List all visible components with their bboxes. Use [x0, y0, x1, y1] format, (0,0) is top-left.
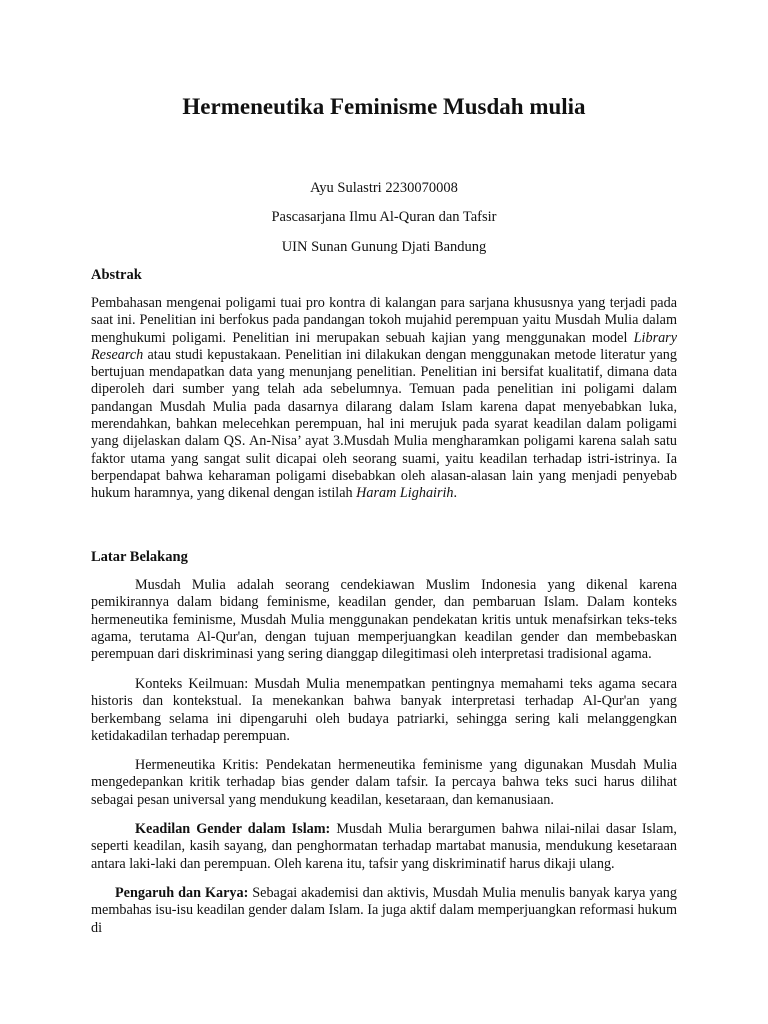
abstract-text-2: atau studi kepustakaan. Penelitian ini dilakukan dengan menggunakan metode literatur yang bertujuan mendapatkan data yang menunjang penelitian. Penelitian ini bersifat kualitatif, dimana data diperoleh dari sumber yang telah ada sebelumnya. Temuan pada penelitian ini poligami dalam pandangan Musdah Mulia pada dasarnya dilarang dalam Islam karena dapat menyebabkan luka, merendahkan, bahkan melecehkan perempuan, hal ini merujuk pada syarat keadilan dalam poligami yang dijelaskan dalam QS. An-Nisa’ ayat 3.Musdah Mulia mengharamkan poligami karena salah satu faktor utama yang sangat sulit dicapai oleh seorang suami, yaitu keadilan terhadap istri-istrinya. Ia berpendapat bahwa keharaman poligami disebabkan oleh alasan-alasan lain yang menjadi penyebab hukum haramnya, yang dikenal dengan istilah — [91, 346, 677, 502]
abstract-text-1: Pembahasan mengenai poligami tuai pro kontra di kalangan para sarjana khususnya yang terjadi pada saat ini. Penelitian ini berfokus pada pandangan tokoh mujahid perempuan yaitu Musdah Mulia dalam menghukumi poligami. Penelitian ini merupakan sebuah kajian yang menggunakan model — [91, 295, 677, 346]
background-paragraph-2: Konteks Keilmuan: Musdah Mulia menempatkan pentingnya memahami teks agama secara historis dan kontekstual. Ia menekankan bahwa banyak interpretasi terhadap Al-Qur'an yang berkembang selama ini dipengaruhi oleh budaya patriarki, sehingga sering kali melanggengkan ketidakadilan terhadap perempuan. — [91, 676, 677, 744]
author-line: Ayu Sulastri 2230070008 — [310, 180, 458, 196]
background-heading: Latar Belakang — [91, 549, 188, 565]
document-title: Hermeneutika Feminisme Musdah mulia — [182, 94, 586, 119]
background-paragraph-4 — [91, 821, 677, 873]
background-paragraph-3: Hermeneutika Kritis: Pendekatan hermeneutika feminisme yang digunakan Musdah Mulia mengedepankan kritik terhadap bias gender dalam tafsir. Ia percaya bahwa teks suci harus dilihat sebagai pesan universal yang mendukung keadilan, kesetaraan, dan kemanusiaan. — [91, 757, 677, 808]
background-paragraph-5 — [91, 885, 677, 937]
abstract-heading: Abstrak — [91, 267, 142, 283]
paragraph-5-bold-lead: Pengaruh dan Karya: — [115, 885, 249, 901]
abstract-italic-term-1: Library Research — [91, 329, 677, 363]
paragraph-4-text: Musdah Mulia berargumen bahwa nilai-nilai dasar Islam, seperti keadilan, kasih sayang, dan penghormatan terhadap martabat manusia, mendukung kesetaraan antara laki-laki dan perempuan. Oleh karena itu, tafsir yang diskriminatif harus dikaji ulang. — [91, 821, 677, 872]
abstract-text-3: . — [453, 485, 458, 502]
paragraph-5-text: Sebagai akademisi dan aktivis, Musdah Mulia menulis banyak karya yang membahas isu-isu keadilan gender dalam Islam. Ia juga aktif dalam memperjuangkan reformasi hukum di — [91, 885, 677, 936]
abstract-paragraph — [91, 295, 677, 503]
paragraph-4-bold-lead: Keadilan Gender dalam Islam: — [135, 821, 331, 837]
university-line: UIN Sunan Gunung Djati Bandung — [281, 239, 487, 255]
abstract-italic-term-2: Haram Lighairih — [356, 485, 454, 502]
background-paragraph-1: Musdah Mulia adalah seorang cendekiawan Muslim Indonesia yang dikenal karena pemikirannya dalam bidang feminisme, keadilan gender, dan pembaruan Islam. Dalam konteks hermeneutika feminisme, Musdah Mulia menggunakan pendekatan kritis untuk menafsirkan teks-teks agama, terutama Al-Qur'an, dengan tujuan memperjuangkan keadilan gender dan membebaskan perempuan dari diskriminasi yang sering dianggap dilegitimasi oleh interpretasi tradisional agama. — [91, 577, 677, 663]
program-line: Pascasarjana Ilmu Al-Quran dan Tafsir — [271, 209, 497, 225]
